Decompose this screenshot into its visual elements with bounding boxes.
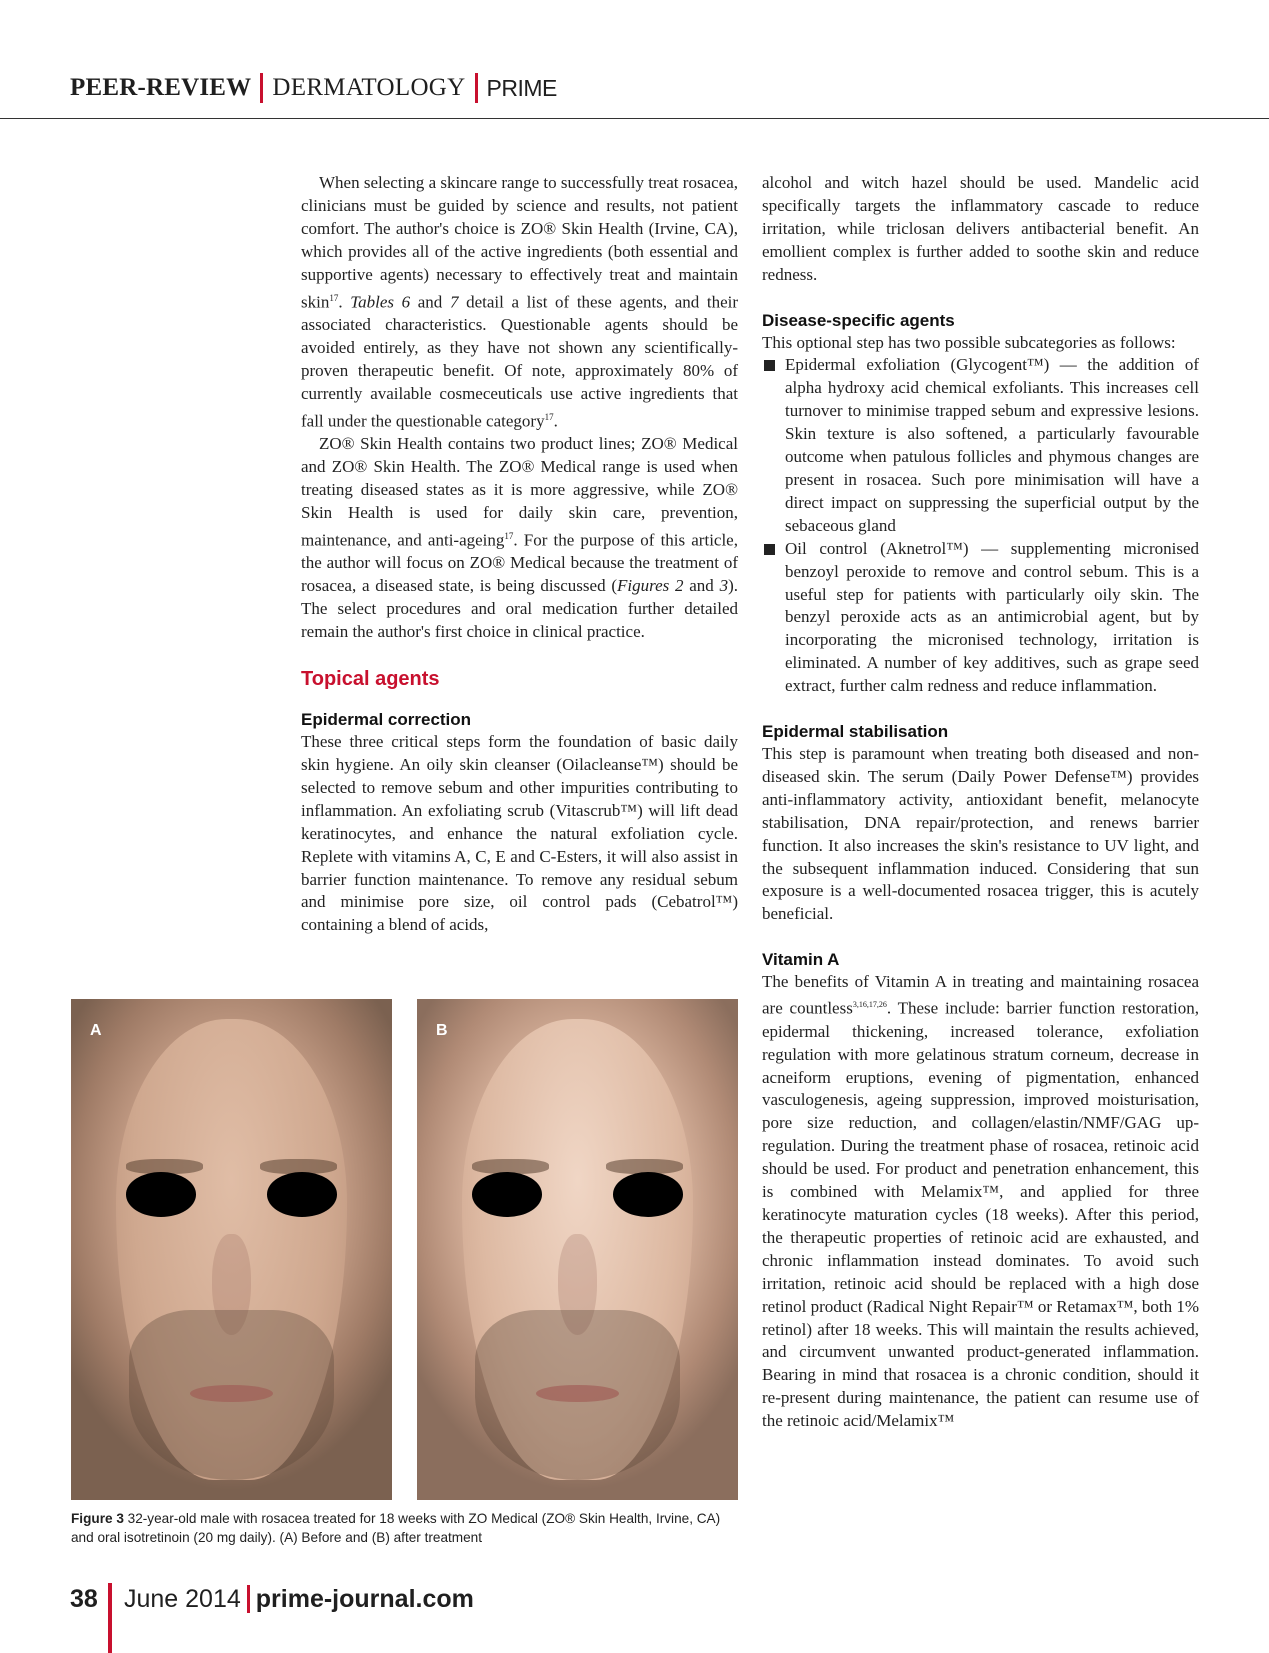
reference: 3,16,17,26 [852,1000,887,1010]
footer-divider [108,1583,112,1653]
list-item: Oil control (Aknetrol™) — supplementing micronised benzoyl peroxide to remove and control sebum. This is a useful step for patients with particularly oily skin. The benzyl peroxide acts as an antimicrobial agent, but by incorporating the micronised technology, irritation is eliminated. A number of key additives, such as grape seed extract, further calm redness and reduce inflammation. [762,538,1199,698]
running-header [70,72,557,104]
table-reference: Tables 6 [350,292,411,312]
paragraph [301,433,738,644]
reference: 17 [504,530,514,541]
list-item: Epidermal exfoliation (Glycogent™) — the addition of alpha hydroxy acid chemical exfoliants. This increases cell turnover to minimise trapped sebum and expressive lesions. Skin texture is also softened, a particularly favourable outcome when patulous follicles and phymous changes are present in rosacea. Such pore minimisation will have a direct impact on suppressing the superficial output by the sebaceous gland [762,354,1199,537]
text: and [410,292,450,312]
text: ). The select procedures and oral medication further detailed remain the author's first choice in clinical practice. [301,576,738,642]
text: . [338,292,351,312]
issue-date: June 2014 [124,1584,241,1613]
bullet-list [762,354,1199,698]
figure-reference: 3 [719,576,729,596]
text: The benefits of Vitamin A in treating and maintaining rosacea are countless [762,972,1199,1018]
header-divider [475,73,478,103]
text: . [553,411,558,431]
paragraph: This step is paramount when treating both diseased and non-diseased skin. The serum (Daily Power Defense™) provides anti-inflammatory activity, antioxidant benefit, melanocyte stabilisation, DNA repair/protection, and renews barrier function. It also increases the skin's resistance to UV light, and the subsequent inflammation induced. Considering that sun exposure is a well-documented rosacea trigger, this is acutely beneficial. [762,744,1199,924]
page-number: 38 [70,1584,98,1613]
text: ZO® Skin Health contains two product lines; ZO® Medical and ZO® Skin Health. The ZO® Medical range is used when treating diseased states as it is more aggressive, while ZO® Skin Health is used for daily skin care, prevention, maintenance, and anti-ageing [301,434,738,550]
text: detail a list of these agents, and their associated characteristics. Questionable agents should be avoided entirely, as they have not shown any scientifically-proven therapeutic benefit. Of note, approximately 80% of currently available cosmeceuticals use active ingredients that fall under the questionable category [301,292,739,431]
text: When selecting a skincare range to successfully treat rosacea, clinicians must be guided by science and results, not patient comfort. The author's choice is ZO® Skin Health (Irvine, CA), which provides all of the active ingredients (both essential and supportive agents) necessary to effectively treat and maintain skin [301,173,738,312]
footer-divider [247,1585,250,1613]
photo-label: B [436,1022,448,1039]
subsection-title: Disease-specific agents [762,310,955,330]
eye-censor-bar [472,1172,543,1217]
photo-label: A [90,1022,102,1039]
header-section: PEER-REVIEW [70,74,252,101]
reference: 17 [544,411,554,422]
text: and [683,576,720,596]
page-footer [70,1582,474,1616]
header-journal: PRIME [486,74,557,101]
right-column [762,172,1199,1433]
paragraph: This optional step has two possible subcategories as follows: [762,332,1176,352]
subsection-title: Epidermal stabilisation [762,722,949,742]
eye-censor-bar [267,1172,338,1217]
header-category: DERMATOLOGY [272,74,466,101]
photo-before [71,999,392,1500]
journal-website: prime-journal.com [255,1584,474,1613]
figure-caption [71,1509,737,1547]
header-rule [0,118,1269,119]
table-reference: 7 [449,292,459,312]
photo-after [417,999,738,1500]
section-title: Topical agents [301,668,440,691]
paragraph [301,172,738,433]
figure-label: Figure 3 [71,1511,124,1526]
subsection-title: Vitamin A [762,950,840,970]
header-divider [260,73,263,103]
eye-censor-bar [126,1172,197,1217]
figure-reference: Figures 2 [616,576,684,596]
eye-censor-bar [613,1172,684,1217]
left-column [301,172,738,937]
text: . These include: barrier function restoration, epidermal thickening, increased tolerance, exfoliation regulation with more gelatinous stratum corneum, decrease in acneiform eruptions, evening of pigmentation, enhanced vasculogenesis, ageing suppression, improved moisturisation, pore size reduction, and collagen/elastin/NMF/GAG up-regulation. During the treatment phase of rosacea, retinoic acid should be used. For product and penetration enhancement, this is combined with Melamix™, and applied for three keratinocyte maturation cycles (18 weeks). After this period, the therapeutic properties of retinoic acid are exhausted, and chronic inflammation instead dominates. To avoid such irritation, retinoic acid should be replaced with a high dose retinol product (Radical Night Repair™ or Retamax™, both 1% retinol) after 18 weeks. This will maintain the results achieved, and circumvent unwanted product-generated inflammation. Bearing in mind that rosacea is a chronic condition, should it re-present during maintenance, the patient can resume use of the retinoic acid/Melamix™ [762,998,1199,1431]
reference: 17 [329,292,339,303]
paragraph: alcohol and witch hazel should be used. Mandelic acid specifically targets the inflammatory cascade to reduce irritation, while triclosan delivers antibacterial benefit. An emollient complex is further added to soothe skin and reduce redness. [762,173,1199,284]
subsection-title: Epidermal correction [301,710,472,730]
paragraph: These three critical steps form the foundation of basic daily skin hygiene. An oily skin cleanser (Oilacleanse™) should be selected to remove sebum and other impurities contributing to inflammation. An exfoliating scrub (Vitascrub™) will lift dead keratinocytes, and enhance the natural exfoliation cycle. Replete with vitamins A, C, E and C-Esters, it will also assist in barrier function maintenance. To remove any residual sebum and minimise pore size, oil control pads (Cebatrol™) containing a blend of acids, [301,732,738,935]
caption-text: 32-year-old male with rosacea treated for 18 weeks with ZO Medical (ZO® Skin Health, Irvine, CA) and oral isotretinoin (20 mg daily). (A) Before and (B) after treatment [71,1511,721,1545]
paragraph [762,971,1199,1433]
text: . For the purpose of this article, the author will focus on ZO® Medical because the treatment of rosacea, a diseased state, is being discussed ( [301,530,738,596]
